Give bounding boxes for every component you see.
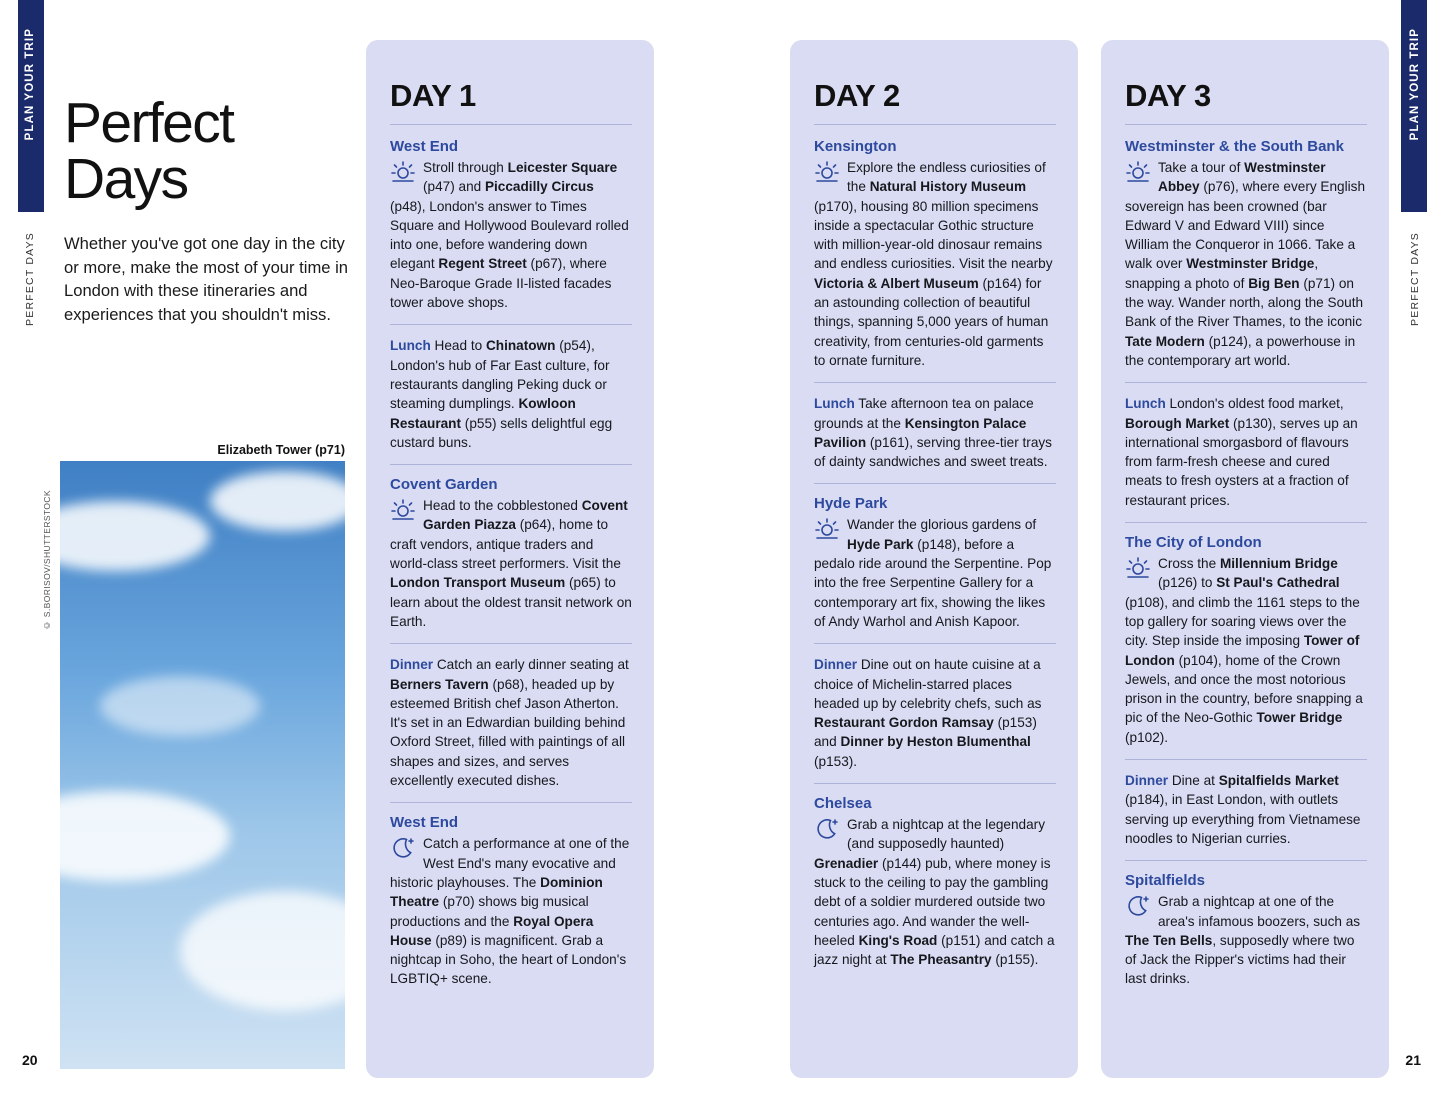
itinerary-section — [390, 655, 632, 790]
itinerary-section — [1125, 872, 1367, 988]
day-card-title: DAY 3 — [1125, 78, 1211, 113]
itinerary-section-text: Catch a performance at one of the West End's many evocative and historic playhouses. The Dominion Theatre (p70) shows big musical productions and the Royal Opera House (p89) is magnificent. Grab a nightcap in Soho, the heart of London's LGBTIQ+ scene. — [390, 836, 630, 987]
itinerary-section — [1125, 771, 1367, 848]
sun-icon — [1125, 555, 1151, 581]
itinerary-section-text: Dinner Catch an early dinner seating at Berners Tavern (p68), headed up by esteemed British chef Jason Atherton. It's set in an Edwardian building behind Oxford Street, filled with paintings of all shapes and sizes, and serves excellently executed dishes. — [390, 657, 629, 789]
itinerary-section-text: Stroll through Leicester Square (p47) and Piccadilly Circus (p48), London's answer to Times Square and Hollywood Boulevard rolled into one, before wandering down elegant Regent Street (p67), where Neo-Baroque Grade II-listed facades tower above shops. — [390, 160, 629, 311]
sun-icon — [814, 159, 840, 185]
itinerary-section-text: Grab a nightcap at the legendary (and supposedly haunted) Grenadier (p144) pub, where money is stuck to the ceiling to pay the gambling debt of a soldier murdered outside two centuries ago. And wander the well-heeled King's Road (p151) and catch a jazz night at The Pheasantry (p155). — [814, 817, 1055, 968]
page-number-left: 20 — [22, 1052, 38, 1068]
right-section-tab — [1401, 0, 1427, 212]
meal-label: Lunch — [1125, 396, 1166, 412]
page-title: Perfect Days — [64, 91, 234, 211]
section-divider — [1125, 860, 1367, 861]
title-rule — [1125, 124, 1367, 125]
itinerary-section — [814, 655, 1056, 771]
itinerary-section — [814, 795, 1056, 969]
cloud-shape — [60, 501, 210, 571]
itinerary-section-heading: Kensington — [814, 138, 897, 155]
section-divider — [814, 643, 1056, 644]
itinerary-section — [814, 138, 1056, 370]
itinerary-section — [814, 394, 1056, 471]
section-divider — [390, 643, 632, 644]
meal-label: Dinner — [390, 657, 434, 673]
itinerary-section-text: Lunch Head to Chinatown (p54), London's hub of Far East culture, for restaurants dangling Peking duck or steaming dumplings. Kowloon Restaurant (p55) sells delightful egg custard buns. — [390, 338, 613, 450]
photo-credit: © S.BORISOV/SHUTTERSTOCK — [42, 490, 52, 631]
sun-icon — [390, 497, 416, 523]
section-divider — [814, 483, 1056, 484]
section-divider — [1125, 382, 1367, 383]
itinerary-section-text: Cross the Millennium Bridge (p126) to St Paul's Cathedral (p108), and climb the 1161 steps to the top gallery for soaring views over the city. Step inside the imposing Tower of London (p104), home of the Crown Jewels, and once the most notorious prison in the country, before snapping a pic of the Neo-Gothic Tower Bridge (p102). — [1125, 556, 1363, 745]
cloud-shape — [60, 791, 230, 881]
itinerary-section — [1125, 534, 1367, 747]
itinerary-section-heading: Chelsea — [814, 795, 872, 813]
left-section-tab — [18, 0, 44, 212]
day-card-title: DAY 2 — [814, 78, 900, 113]
cloud-shape — [180, 891, 345, 1011]
moon-icon — [1125, 893, 1151, 919]
day-card-1 — [366, 40, 654, 1078]
day-card-sections — [390, 138, 632, 989]
photo-caption: Elizabeth Tower (p71) — [217, 443, 345, 457]
section-divider — [390, 324, 632, 325]
sun-icon — [814, 516, 840, 542]
section-divider — [814, 382, 1056, 383]
left-running-head: PERFECT DAYS — [24, 232, 36, 326]
title-rule — [814, 124, 1056, 125]
cloud-shape — [210, 471, 345, 531]
itinerary-section-text: Lunch Take afternoon tea on palace grounds at the Kensington Palace Pavilion (p161), serving three-tier trays of dainty sandwiches and sweet treats. — [814, 396, 1052, 470]
itinerary-section-heading: Covent Garden — [390, 476, 498, 494]
itinerary-section — [1125, 138, 1367, 370]
itinerary-section-heading: West End — [390, 138, 459, 155]
meal-label: Lunch — [814, 396, 855, 412]
itinerary-section — [390, 814, 632, 988]
itinerary-section-text: Wander the glorious gardens of Hyde Park (p148), before a pedalo ride around the Serpentine. Pop into the free Serpentine Gallery for a contemporary art fix, showing the likes of Andy Warhol and Anish Kapoor. — [814, 517, 1052, 629]
day-card-title: DAY 1 — [390, 78, 476, 113]
sun-icon — [390, 159, 416, 185]
itinerary-section-text: Dinner Dine at Spitalfields Market (p184), in East London, with outlets serving up everything from Vietnamese noodles to Nigerian curries. — [1125, 773, 1361, 846]
itinerary-section-heading: Spitalfields — [1125, 872, 1206, 890]
itinerary-section — [814, 495, 1056, 631]
section-divider — [1125, 522, 1367, 523]
elizabeth-tower-photo — [60, 461, 345, 1069]
page-number-right: 21 — [1405, 1052, 1421, 1068]
meal-label: Dinner — [814, 657, 858, 673]
itinerary-section-heading: The City of London — [1125, 534, 1262, 552]
day-card-3 — [1101, 40, 1389, 1078]
itinerary-section-text: Dinner Dine out on haute cuisine at a choice of Michelin-starred places headed up by celebrity chefs, such as Restaurant Gordon Ramsay (p153) and Dinner by Heston Blumenthal (p153). — [814, 657, 1042, 769]
itinerary-section — [390, 138, 632, 312]
itinerary-section-heading: West End — [390, 814, 459, 832]
page-title-block — [64, 91, 364, 211]
title-rule — [390, 124, 632, 125]
itinerary-section — [390, 336, 632, 452]
itinerary-section — [1125, 394, 1367, 510]
itinerary-section-text: Lunch London's oldest food market, Borough Market (p130), serves up an international smorgasbord of flavours from farm-fresh cheese and cured meats to fresh oysters at a fraction of restaurant prices. — [1125, 396, 1358, 508]
meal-label: Dinner — [1125, 773, 1169, 789]
itinerary-section-heading: Hyde Park — [814, 495, 888, 513]
intro-paragraph: Whether you've got one day in the city or more, make the most of your time in London with these itineraries and experiences that you shouldn't miss. — [64, 234, 349, 324]
right-section-tab-label: PLAN YOUR TRIP — [1409, 28, 1421, 141]
section-divider — [1125, 759, 1367, 760]
day-card-sections — [814, 138, 1056, 969]
itinerary-section-heading: Westminster & the South Bank — [1125, 138, 1344, 155]
meal-label: Lunch — [390, 338, 431, 354]
day-card-2 — [790, 40, 1078, 1078]
right-running-head: PERFECT DAYS — [1409, 232, 1421, 326]
moon-icon — [814, 816, 840, 842]
section-divider — [390, 464, 632, 465]
itinerary-section — [390, 476, 632, 631]
moon-icon — [390, 835, 416, 861]
itinerary-section-text: Explore the endless curiosities of the Natural History Museum (p170), housing 80 million specimens inside a spectacular Gothic structure with million-year-old dinosaur remains and endless curiosities. Visit the nearby Victoria & Albert Museum (p164) for an astounding collection of beautiful things, spanning 5,000 years of human creativity, from centuries-old garments to ornate furniture. — [814, 160, 1053, 368]
sun-icon — [1125, 159, 1151, 185]
itinerary-section-text: Head to the cobblestoned Covent Garden Piazza (p64), home to craft vendors, antique traders and world-class street performers. Visit the London Transport Museum (p65) to learn about the oldest transit network on Earth. — [390, 498, 632, 629]
section-divider — [814, 783, 1056, 784]
itinerary-section-text: Take a tour of Westminster Abbey (p76), where every English sovereign has been crowned (bar Edward V and Edward VIII) since William the Conqueror in 1066. Take a walk over Westminster Bridge, snapping a photo of Big Ben (p71) on the way. Wander north, along the South Bank of the River Thames, to the iconic Tate Modern (p124), a powerhouse in the contemporary art world. — [1125, 160, 1366, 368]
cloud-shape — [100, 676, 260, 736]
section-divider — [390, 802, 632, 803]
itinerary-section-text: Grab a nightcap at one of the area's infamous boozers, such as The Ten Bells, supposedly where two of Jack the Ripper's victims had their last drinks. — [1125, 894, 1361, 987]
left-section-tab-label: PLAN YOUR TRIP — [24, 28, 36, 141]
day-card-sections — [1125, 138, 1367, 989]
